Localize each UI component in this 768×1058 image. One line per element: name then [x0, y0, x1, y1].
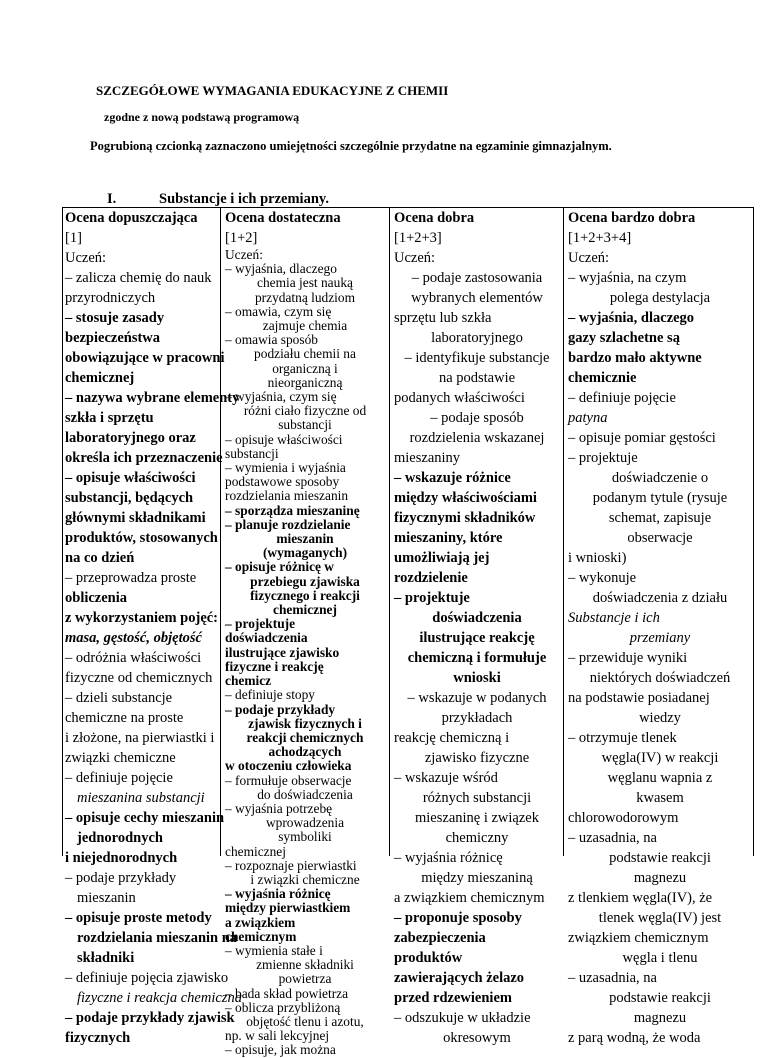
requirement-line: – opisuje proste metody: [65, 910, 212, 926]
requirement-line: i niejednorodnych: [65, 850, 178, 866]
requirement-line: – formułuje obserwacje: [225, 772, 352, 788]
requirement-line: podanym tytule (rysuje: [592, 490, 728, 506]
requirement-line: – planuje rozdzielanie: [225, 516, 351, 532]
requirement-line: – opisuje właściwości: [65, 470, 196, 486]
requirement-line: – wymienia stałe i: [225, 942, 323, 958]
requirement-line: mieszaniny: [394, 450, 461, 466]
requirement-line: (wymaganych): [262, 545, 348, 561]
requirement-line: – wykonuje: [568, 570, 637, 586]
requirement-line: kwasem: [636, 790, 684, 806]
requirement-line: fizycznymi składników: [394, 510, 536, 526]
requirement-line: – oblicza przybliżoną: [225, 999, 341, 1015]
requirement-line: – projektuje: [225, 616, 296, 632]
requirement-line: węgla i tlenu: [622, 950, 698, 966]
requirement-line: doświadczenia: [225, 630, 308, 646]
column-level: [1]: [65, 230, 82, 246]
column-level: [1+2+3+4]: [568, 230, 632, 246]
requirement-line: głównymi składnikami: [65, 510, 206, 526]
requirement-line: Uczeń:: [65, 250, 107, 266]
column-dobra: [394, 208, 560, 1048]
requirement-line: – podaje przykłady zjawisk: [65, 1010, 235, 1026]
requirement-line: – wyjaśnia, dlaczego: [568, 310, 695, 326]
requirement-line: wprowadzenia: [265, 815, 345, 831]
requirement-line: reakcji chemicznych: [246, 729, 364, 745]
requirement-line: – wskazuje różnice: [394, 470, 511, 486]
requirement-line: substancji: [225, 445, 279, 461]
requirement-line: – podaje zastosowania: [411, 270, 543, 286]
document-title: SZCZEGÓŁOWE WYMAGANIA EDUKACYJNE Z CHEMII: [96, 83, 449, 98]
requirement-line: – definiuje pojęcie: [65, 770, 173, 786]
requirement-line: – odróżnia właściwości: [65, 650, 202, 666]
requirement-line: – podaje przykłady: [225, 701, 336, 717]
requirement-line: – podaje przykłady: [65, 870, 177, 886]
requirement-line: mieszanin: [77, 890, 136, 906]
requirement-line: chemiczną i formułuje: [407, 650, 547, 666]
requirement-line: związki chemiczne: [65, 750, 176, 766]
requirement-line: – wymienia i wyjaśnia: [225, 460, 346, 476]
requirement-line: – rozpoznaje pierwiastki: [225, 857, 357, 873]
requirement-line: – wskazuje w podanych: [407, 690, 547, 706]
column-body: [394, 248, 560, 1048]
requirement-line: – definiuje pojęcia zjawisko: [65, 970, 229, 986]
requirement-line: przydatną ludziom: [254, 289, 356, 305]
requirements-table: [62, 207, 754, 1058]
requirement-line: produktów: [394, 950, 463, 966]
requirement-line: polega destylacja: [609, 290, 711, 306]
requirement-line: obowiązujące w pracowni: [65, 350, 225, 366]
requirement-line: różni ciało fizyczne od: [243, 403, 367, 419]
requirement-line: – wyjaśnia, dlaczego: [225, 261, 337, 277]
requirement-line: składniki: [77, 950, 135, 966]
requirement-line: między pierwiastkiem: [225, 900, 351, 916]
requirement-line: fizycznych: [65, 1030, 131, 1046]
requirement-line: przebiegu zjawiska: [250, 573, 360, 589]
requirement-line: objętość tlenu i azotu,: [246, 1013, 364, 1029]
column-divider: [220, 208, 221, 856]
requirement-line: przemiany: [629, 630, 691, 646]
requirement-line: laboratoryjnego oraz: [65, 430, 196, 446]
requirement-line: podstawie reakcji: [609, 850, 711, 866]
requirement-line: – opisuje, jak można: [225, 1042, 336, 1058]
requirement-line: rozdzielania mieszanin na: [77, 930, 238, 946]
requirement-line: – projektuje: [394, 590, 470, 606]
requirement-line: z wykorzystaniem pojęć:: [65, 610, 219, 626]
column-divider: [563, 208, 564, 856]
requirement-line: z parą wodną, że woda: [568, 1030, 701, 1046]
column-divider: [389, 208, 390, 856]
requirement-line: achodzących: [268, 744, 342, 760]
requirement-line: jednorodnych: [77, 830, 163, 846]
requirement-line: – przeprowadza proste: [65, 570, 197, 586]
column-bardzo-dobra: [568, 208, 752, 1048]
requirement-line: symboliki: [278, 829, 332, 845]
requirement-line: fizyczne od chemicznych: [65, 670, 213, 686]
requirement-line: – przewiduje wyniki: [568, 650, 688, 666]
requirement-line: chemicznej: [225, 843, 286, 859]
requirement-line: patyna: [568, 410, 608, 426]
requirement-line: zmienne składniki: [256, 957, 354, 973]
requirement-line: organiczną i: [272, 360, 338, 376]
requirement-line: – omawia sposób: [225, 332, 318, 348]
requirement-line: masa, gęstość, objętość: [65, 630, 202, 646]
requirement-line: węgla(IV) w reakcji: [601, 750, 719, 766]
requirement-line: – sporządza mieszaninę: [225, 502, 360, 518]
requirement-line: – opisuje cechy mieszanin: [65, 810, 225, 826]
column-body: [225, 248, 385, 1058]
requirement-line: na co dzień: [65, 550, 135, 566]
requirement-line: – wyjaśnia różnicę: [225, 886, 331, 902]
requirement-line: do doświadczenia: [257, 786, 353, 802]
column-body: [568, 248, 752, 1048]
requirement-line: Uczeń:: [225, 247, 263, 262]
requirement-line: rozdzielenie: [394, 570, 468, 586]
document-subtitle: zgodne z nową podstawą programową: [104, 110, 300, 124]
requirement-line: produktów, stosowanych: [65, 530, 218, 546]
requirement-line: a związkiem: [225, 914, 296, 930]
requirement-line: substancji: [278, 417, 332, 433]
requirement-line: podstawie reakcji: [609, 990, 711, 1006]
requirement-line: wiedzy: [639, 710, 681, 726]
requirement-line: niektórych doświadczeń: [589, 670, 731, 686]
requirement-line: na podstawie posiadanej: [568, 690, 710, 706]
requirement-line: schemat, zapisuje: [608, 510, 712, 526]
requirement-line: – uzasadnia, na: [568, 830, 657, 846]
requirement-line: magnezu: [633, 870, 687, 886]
requirement-line: – uzasadnia, na: [568, 970, 657, 986]
column-level: [1+2+3]: [394, 230, 442, 246]
requirement-line: – wskazuje wśród: [394, 770, 498, 786]
requirement-line: okresowym: [443, 1030, 511, 1046]
requirement-line: między właściwościami: [394, 490, 537, 506]
requirement-line: chemiczny: [445, 830, 509, 846]
requirement-line: – definiuje pojęcie: [568, 390, 676, 406]
section-title: Substancje i ich przemiany.: [159, 191, 329, 207]
requirement-line: – podaje sposób: [430, 410, 524, 426]
requirement-line: reakcję chemiczną i: [394, 730, 510, 746]
requirement-line: chlorowodorowym: [568, 810, 679, 826]
requirement-line: i wnioski): [568, 550, 627, 566]
requirement-line: – wyjaśnia, na czym: [568, 270, 687, 286]
requirement-line: podstawowe sposoby: [225, 474, 340, 490]
requirement-line: określa ich przeznaczenie: [65, 450, 223, 466]
section-number: I.: [107, 191, 117, 207]
requirement-line: mieszanina substancji: [77, 790, 205, 806]
requirement-line: bezpieczeństwa: [65, 330, 161, 346]
requirement-line: mieszaninę i związek: [415, 810, 539, 826]
requirement-line: np. w sali lekcyjnej: [225, 1028, 330, 1044]
requirement-line: substancji, będących: [65, 490, 194, 506]
column-header: Ocena bardzo dobra: [568, 210, 696, 226]
requirement-line: – nazywa wybrane elementy: [65, 390, 240, 406]
requirement-line: zabezpieczenia: [394, 930, 486, 946]
requirement-line: wnioski: [453, 670, 501, 686]
requirement-line: rozdzielania mieszanin: [225, 488, 349, 504]
column-body: [65, 248, 242, 1048]
requirement-line: podziału chemii na: [254, 346, 356, 362]
requirement-line: – opisuje właściwości: [225, 431, 343, 447]
requirement-line: – otrzymuje tlenek: [568, 730, 677, 746]
requirement-line: – odszukuje w układzie: [394, 1010, 531, 1026]
requirement-line: ilustrujące zjawisko: [225, 644, 340, 660]
requirement-line: – bada skład powietrza: [225, 985, 349, 1001]
column-header: Ocena dostateczna: [225, 210, 341, 226]
requirement-line: na podstawie: [438, 370, 516, 386]
requirement-line: – wyjaśnia różnicę: [394, 850, 503, 866]
requirement-line: umożliwiają jej: [394, 550, 490, 566]
requirement-line: tlenek węgla(IV) jest: [598, 910, 722, 926]
requirement-line: chemicznej: [273, 602, 337, 618]
requirement-line: z tlenkiem węgla(IV), że: [568, 890, 713, 906]
requirement-line: chemiczne na proste: [65, 710, 184, 726]
requirement-line: zajmuje chemia: [262, 318, 348, 334]
requirement-line: doświadczenia: [432, 610, 522, 626]
requirement-line: węglanu wapnia z: [607, 770, 713, 786]
requirement-line: – stosuje zasady: [65, 310, 165, 326]
column-level: [1+2]: [225, 230, 258, 246]
requirement-line: Uczeń:: [394, 250, 436, 266]
column-header: Ocena dobra: [394, 210, 475, 226]
requirement-line: szkła i sprzętu: [65, 410, 154, 426]
requirement-line: obliczenia: [65, 590, 128, 606]
requirement-line: powietrza: [278, 971, 332, 987]
requirement-line: chemicznym: [225, 928, 297, 944]
requirement-line: laboratoryjnego: [431, 330, 523, 346]
requirement-line: Substancje i ich: [568, 610, 660, 626]
requirement-line: ilustrujące reakcję: [419, 630, 535, 646]
bold-note: Pogrubioną czcionką zaznaczono umiejętności szczególnie przydatne na egzaminie gimnazjalnym.: [90, 139, 612, 153]
requirement-line: wybranych elementów: [411, 290, 543, 306]
requirement-line: nieorganiczną: [267, 374, 343, 390]
requirement-line: podanych właściwości: [394, 390, 525, 406]
requirement-line: i związki chemiczne: [250, 871, 360, 887]
section-heading: [107, 191, 329, 208]
requirement-line: różnych substancji: [422, 790, 532, 806]
requirement-line: bardzo mało aktywne: [568, 350, 702, 366]
requirement-line: gazy szlachetne są: [568, 330, 680, 346]
requirement-line: obserwacje: [627, 530, 693, 546]
requirement-line: fizycznego i reakcji: [250, 587, 360, 603]
requirement-line: i złożone, na pierwiastki i: [65, 730, 215, 746]
requirement-line: – definiuje stopy: [225, 687, 316, 703]
requirement-line: – wyjaśnia potrzebę: [225, 800, 333, 816]
requirement-line: – dzieli substancje: [65, 690, 173, 706]
requirement-line: mieszaniny, które: [394, 530, 503, 546]
requirement-line: a związkiem chemicznym: [394, 890, 545, 906]
requirement-line: magnezu: [633, 1010, 687, 1026]
requirement-line: sprzętu lub szkła: [394, 310, 492, 326]
requirement-line: – opisuje różnicę w: [225, 559, 334, 575]
requirement-line: – wyjaśnia, czym się: [225, 389, 337, 405]
requirement-line: przed rdzewieniem: [394, 990, 512, 1006]
requirement-line: w otoczeniu człowieka: [225, 758, 352, 774]
column-dostateczna: [225, 208, 385, 1058]
requirement-line: chemicznej: [65, 370, 135, 386]
requirement-line: przykładach: [441, 710, 513, 726]
requirement-line: chemia jest nauką: [257, 275, 353, 291]
requirement-line: związkiem chemicznym: [568, 930, 709, 946]
requirement-line: – opisuje pomiar gęstości: [568, 430, 716, 446]
requirement-line: Uczeń:: [568, 250, 610, 266]
requirement-line: – zalicza chemię do nauk: [65, 270, 212, 286]
requirement-line: zjawisk fizycznych i: [248, 715, 362, 731]
requirement-line: chemicz: [225, 673, 272, 689]
requirement-line: zjawisko fizyczne: [424, 750, 530, 766]
requirement-line: – omawia, czym się: [225, 303, 332, 319]
column-header: Ocena dopuszczająca: [65, 210, 198, 226]
requirement-line: doświadczenie o: [611, 470, 709, 486]
requirement-line: chemicznie: [568, 370, 637, 386]
requirement-line: fizyczne i reakcja chemiczna: [77, 990, 242, 1006]
requirement-line: – proponuje sposoby: [394, 910, 522, 926]
requirement-line: zawierających żelazo: [394, 970, 525, 986]
requirement-line: rozdzielenia wskazanej: [409, 430, 545, 446]
requirement-line: przyrodniczych: [65, 290, 156, 306]
requirement-line: doświadczenia z działu: [592, 590, 728, 606]
requirement-line: między mieszaniną: [421, 870, 533, 886]
requirement-line: mieszanin: [276, 531, 334, 547]
requirement-line: fizyczne i reakcję: [225, 658, 324, 674]
requirement-line: – identyfikuje substancje: [404, 350, 550, 366]
requirement-line: – projektuje: [568, 450, 638, 466]
